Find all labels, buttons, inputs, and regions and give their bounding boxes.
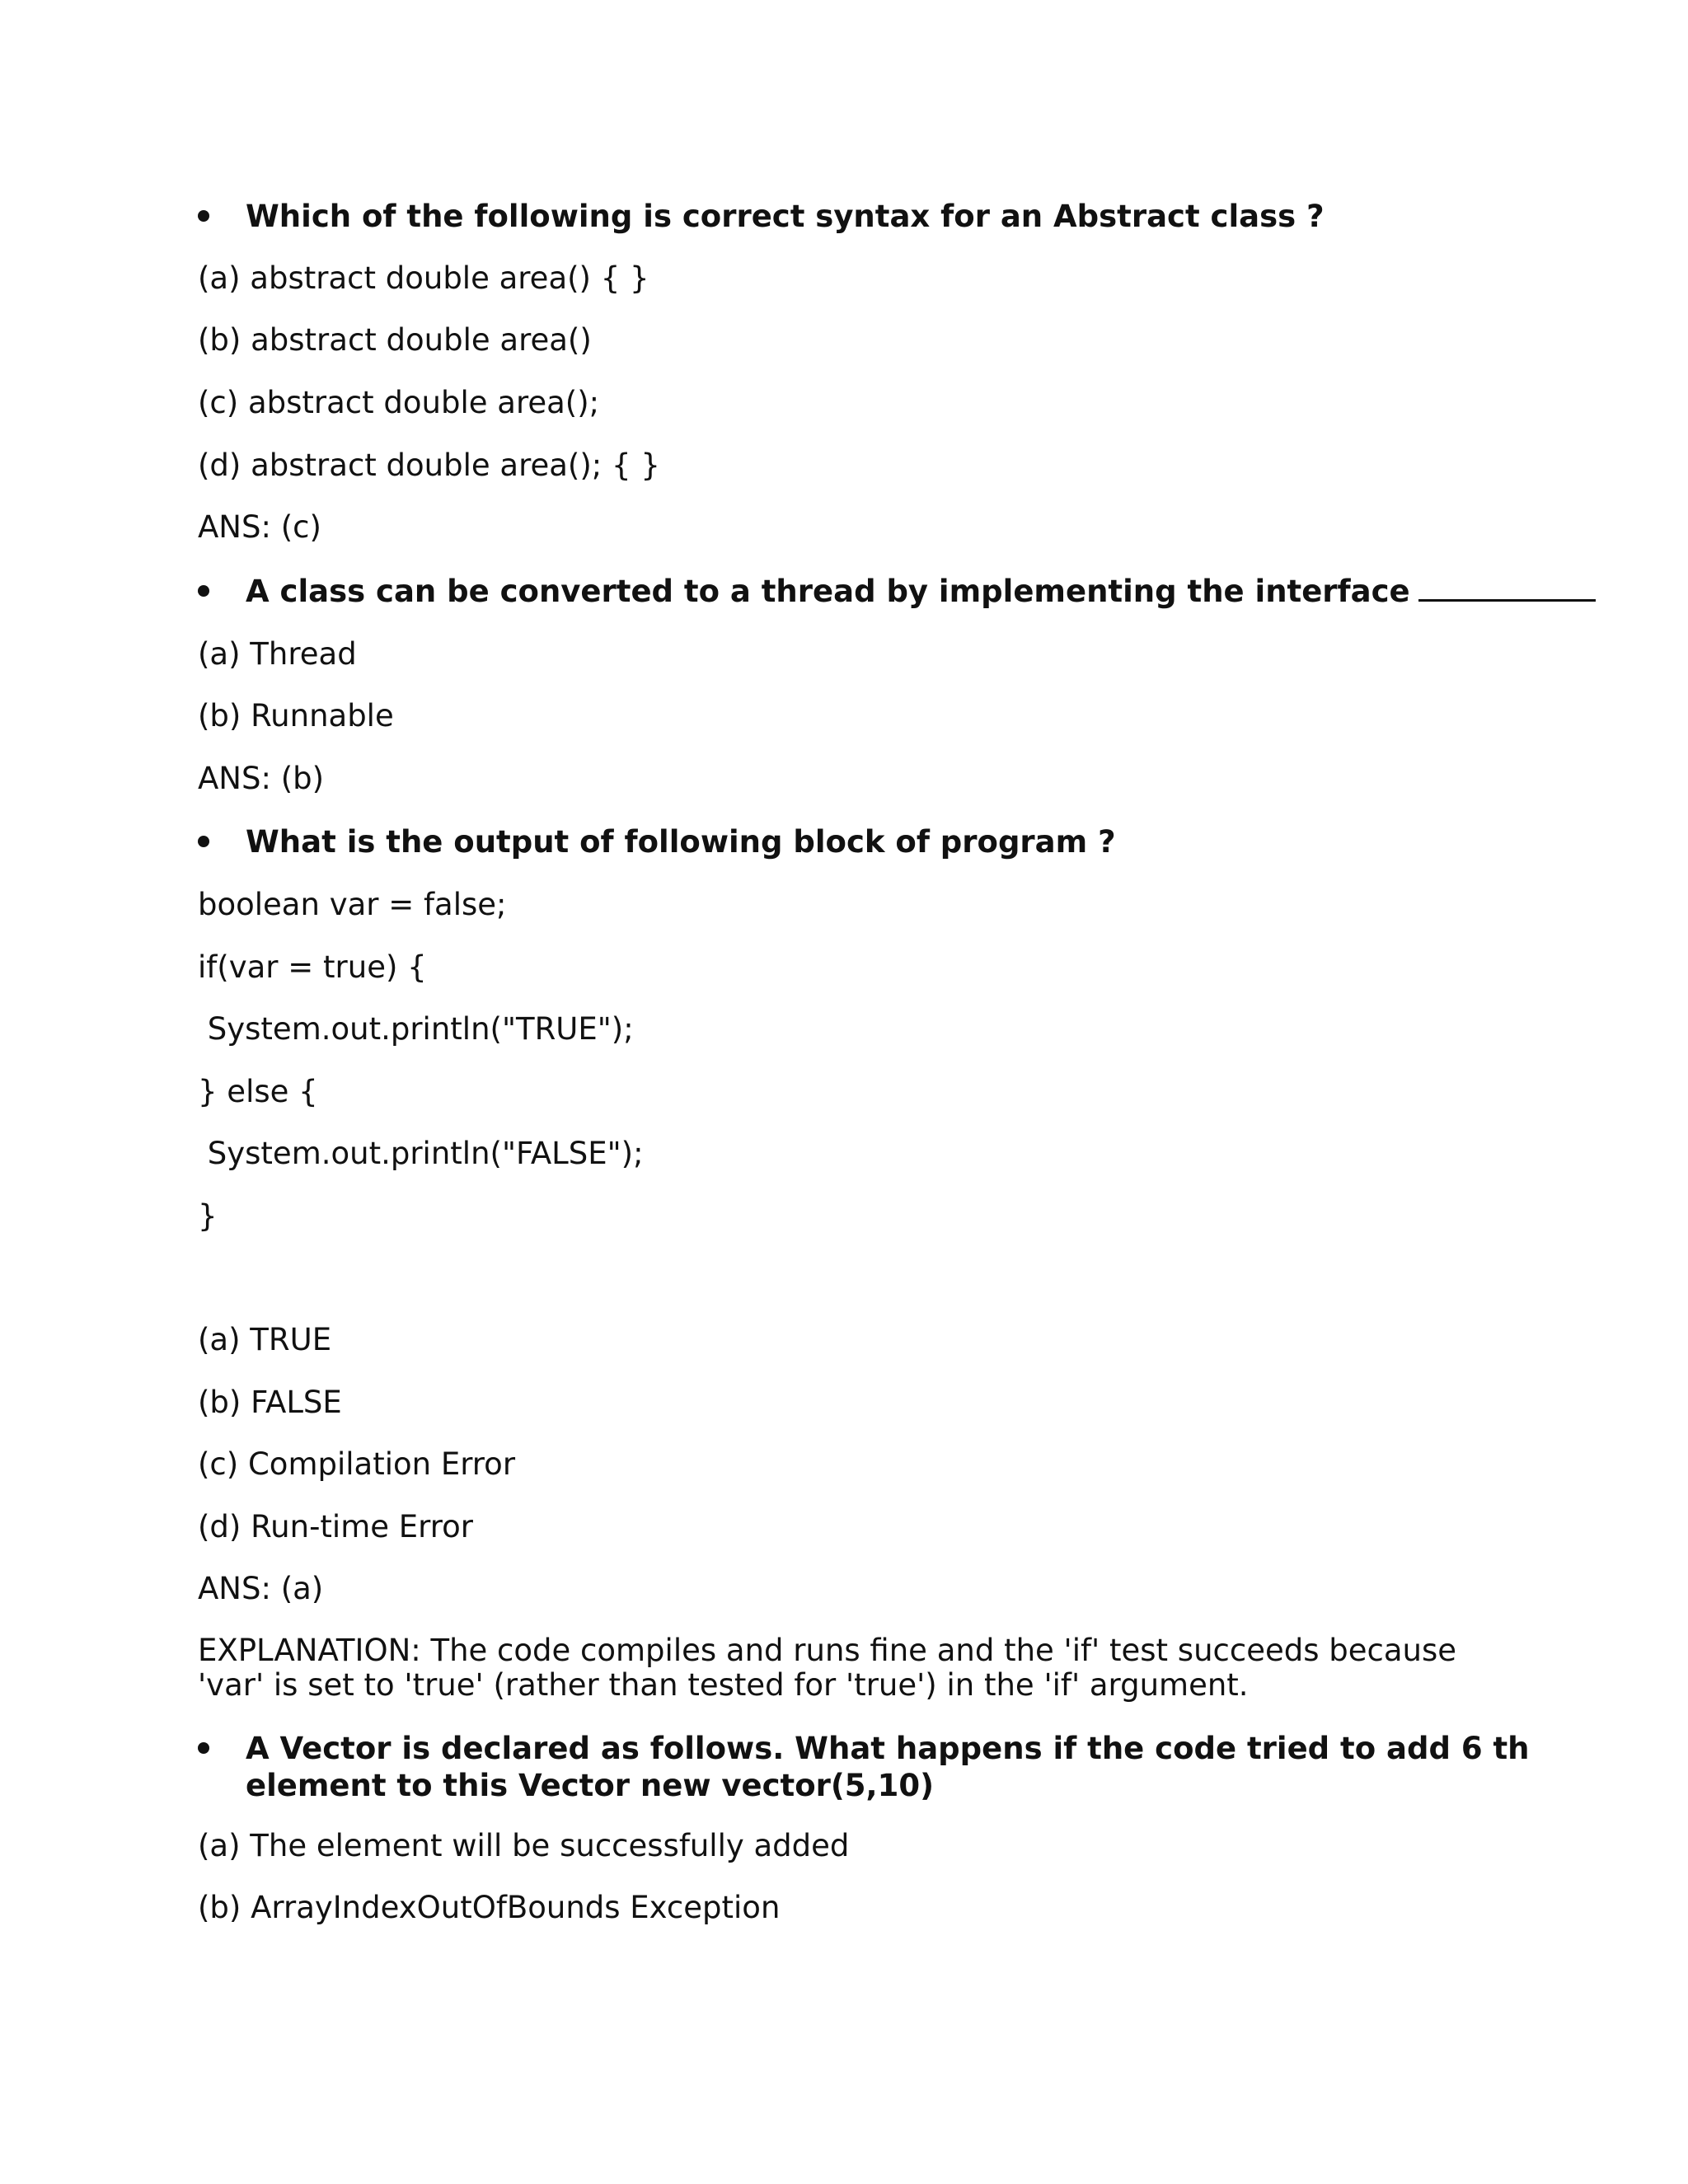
question-2 xyxy=(198,573,1596,610)
answer: ANS: (b) xyxy=(198,761,325,796)
bullet-icon xyxy=(198,836,209,847)
code-line: } xyxy=(198,1198,218,1234)
question-text: A Vector is declared as follows. What happens if the code tried to add 6 th element to this Vector new vector(5,10) xyxy=(246,1731,1530,1803)
code-line: System.out.println("FALSE"); xyxy=(198,1136,644,1171)
option-b: (b) Runnable xyxy=(198,698,394,733)
option-b: (b) FALSE xyxy=(198,1385,342,1420)
explanation: EXPLANATION: The code compiles and runs fine and the 'if' test succeeds because 'var' is set to 'true' (rather than tested for 'true') in the 'if' argument. xyxy=(198,1633,1457,1703)
option-a: (a) TRUE xyxy=(198,1322,332,1357)
option-a: (a) Thread xyxy=(198,636,357,672)
option-c: (c) Compilation Error xyxy=(198,1446,516,1482)
question-3 xyxy=(198,823,1116,860)
code-line: } else { xyxy=(198,1074,318,1109)
option-b: (b) ArrayIndexOutOfBounds Exception xyxy=(198,1890,781,1925)
bullet-icon xyxy=(198,210,209,222)
question-text: Which of the following is correct syntax for an Abstract class ? xyxy=(246,199,1325,234)
bullet-icon xyxy=(198,1742,209,1754)
code-line: if(var = true) { xyxy=(198,949,427,985)
bullet-icon xyxy=(198,585,209,597)
question-1 xyxy=(198,198,1325,235)
question-4 xyxy=(198,1730,1531,1804)
code-line: boolean var = false; xyxy=(198,887,507,922)
option-b: (b) abstract double area() xyxy=(198,322,592,358)
option-a: (a) The element will be successfully added xyxy=(198,1828,850,1863)
option-a: (a) abstract double area() { } xyxy=(198,260,649,296)
option-d: (d) Run-time Error xyxy=(198,1509,473,1544)
question-text: What is the output of following block of program ? xyxy=(246,824,1116,860)
code-line: System.out.println("TRUE"); xyxy=(198,1011,634,1047)
option-c: (c) abstract double area(); xyxy=(198,385,600,420)
fill-in-blank xyxy=(1418,574,1596,602)
question-text: A class can be converted to a thread by implementing the interface xyxy=(246,574,1410,609)
answer: ANS: (c) xyxy=(198,509,321,545)
option-d: (d) abstract double area(); { } xyxy=(198,448,660,483)
answer: ANS: (a) xyxy=(198,1571,324,1606)
